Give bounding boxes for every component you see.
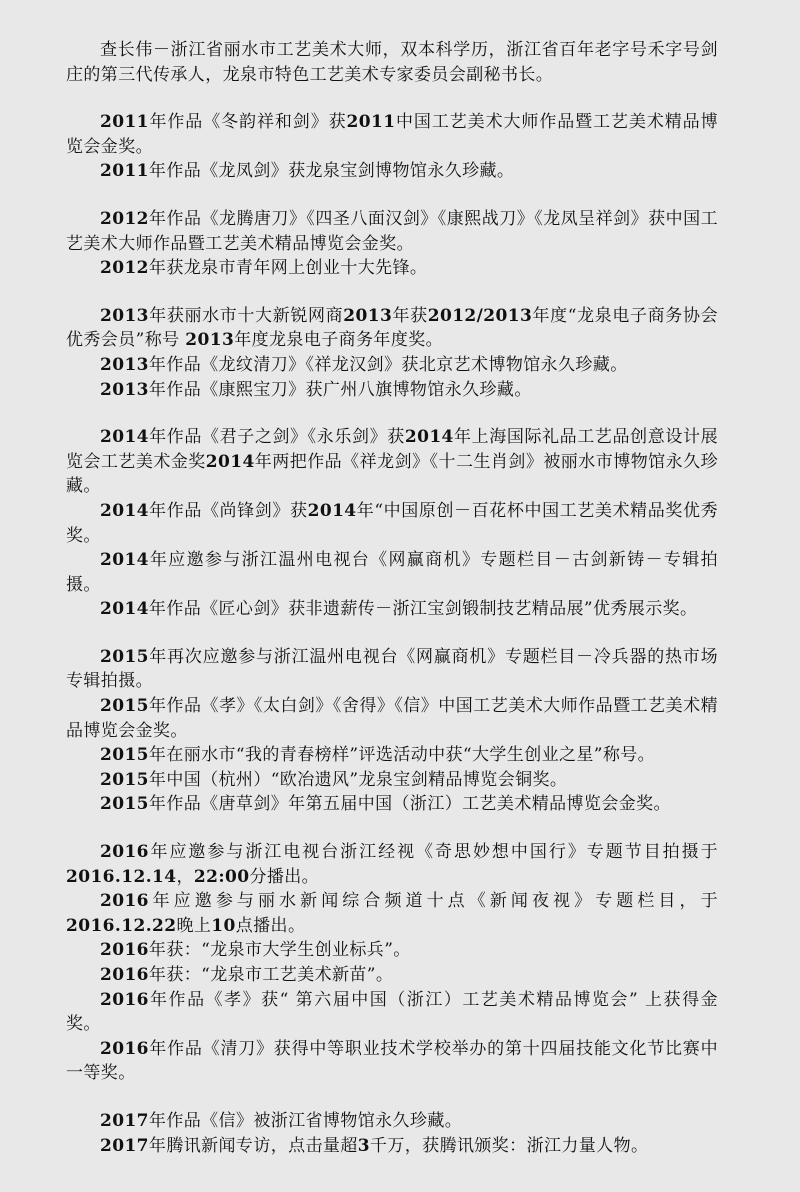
paragraph: 2012年获龙泉市青年网上创业十大先锋。 [100, 258, 428, 279]
paragraph: 2013年获丽水市十大新锐网商2013年获2012/2013年度“龙泉电子商务协会优秀会员”称号 2013年度龙泉电子商务年度奖。 [66, 305, 718, 351]
paragraph: 2016年应邀参与丽水新闻综合频道十点《新闻夜视》专题栏目，于2016.12.22晚上10点播出。 [66, 891, 718, 936]
paragraph: 2015年作品《唐草剑》年第五届中国（浙江）工艺美术精品博览会金奖。 [100, 794, 671, 815]
block-2016 [66, 840, 718, 1086]
paragraph: 2016年获：“龙泉市工艺美术新苗”。 [100, 965, 394, 985]
paragraph: 2015年中国（杭州）“欧冶遗风”龙泉宝剑精品博览会铜奖。 [100, 769, 568, 790]
paragraph: 查长伟－浙江省丽水市工艺美术大师，双本科学历，浙江省百年老字号禾字号剑庄的第三代传承人，龙泉市特色工艺美术专家委员会副秘书长。 [66, 40, 718, 85]
block-2015 [66, 645, 718, 817]
block-2011 [66, 110, 718, 184]
block-2013 [66, 304, 718, 402]
block-intro [66, 38, 718, 87]
paragraph: 2013年作品《龙纹清刀》《祥龙汉剑》获北京艺术博物馆永久珍藏。 [100, 354, 628, 375]
paragraph: 2014年作品《尚锋剑》获2014年“中国原创－百花杯中国工艺美术精品奖优秀奖。 [66, 500, 718, 546]
block-2012 [66, 207, 718, 281]
paragraph: 2011年作品《龙凤剑》获龙泉宝剑博物馆永久珍藏。 [100, 161, 515, 182]
paragraph: 2016年应邀参与浙江电视台浙江经视《奇思妙想中国行》专题节目拍摄于2016.12.14，22:00分播出。 [66, 842, 718, 887]
paragraph: 2017年腾讯新闻专访，点击量超3千万，获腾讯颁奖：浙江力量人物。 [100, 1135, 649, 1156]
paragraph: 2014年应邀参与浙江温州电视台《网赢商机》专题栏目－古剑新铸－专辑拍摄。 [66, 550, 718, 595]
block-2014 [66, 425, 718, 622]
paragraph: 2016年作品《孝》获“ 第六届中国（浙江）工艺美术精品博览会” 上获得金奖。 [66, 989, 718, 1035]
paragraph: 2012年作品《龙腾唐刀》《四圣八面汉剑》《康熙战刀》《龙凤呈祥剑》获中国工艺美术大师作品暨工艺美术精品博览会金奖。 [66, 208, 718, 254]
paragraph: 2013年作品《康熙宝刀》获广州八旗博物馆永久珍藏。 [100, 379, 532, 400]
paragraph: 2014年作品《君子之剑》《永乐剑》获2014年上海国际礼品工艺品创意设计展览会工艺美术金奖2014年两把作品《祥龙剑》《十二生肖剑》被丽水市博物馆永久珍藏。 [66, 427, 719, 497]
paragraph: 2015年在丽水市“我的青春榜样”评选活动中获“大学生创业之星”称号。 [100, 745, 656, 766]
paragraph: 2011年作品《冬韵祥和剑》获2011中国工艺美术大师作品暨工艺美术精品博览会金奖。 [66, 112, 718, 157]
paragraph: 2014年作品《匠心剑》获非遗薪传－浙江宝剑锻制技艺精品展”优秀展示奖。 [100, 599, 698, 620]
paragraph: 2016年作品《清刀》获得中等职业技术学校举办的第十四届技能文化节比赛中一等奖。 [66, 1038, 718, 1084]
block-2017 [66, 1109, 718, 1158]
paragraph: 2016年获：“龙泉市大学生创业标兵”。 [100, 940, 411, 961]
paragraph: 2015年作品《孝》《太白剑》《舍得》《信》中国工艺美术大师作品暨工艺美术精品博览会金奖。 [66, 696, 718, 741]
paragraph: 2017年作品《信》被浙江省博物馆永久珍藏。 [100, 1110, 463, 1131]
paragraph: 2015年再次应邀参与浙江温州电视台《网赢商机》专题栏目－冷兵器的热市场 专辑拍摄。 [66, 646, 718, 692]
